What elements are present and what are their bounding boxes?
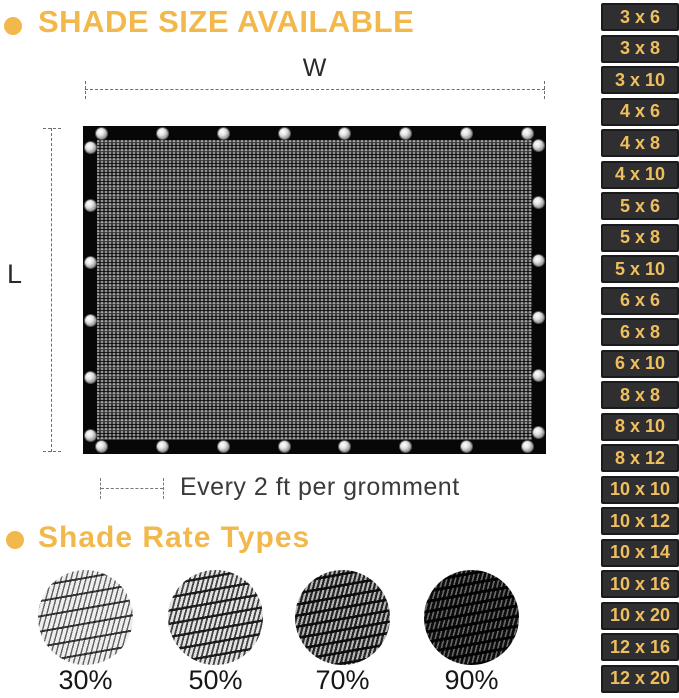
- section-title-sizes: SHADE SIZE AVAILABLE: [38, 4, 415, 39]
- size-option: 10 x 14: [601, 539, 679, 567]
- size-option: 12 x 20: [601, 665, 679, 693]
- grommet: [85, 315, 96, 326]
- grommet-spacing-note: Every 2 ft per gromment: [180, 473, 460, 501]
- grommet: [533, 140, 544, 151]
- bullet-icon: [6, 531, 24, 549]
- grommet-row-top: [96, 128, 533, 139]
- grommet-row-bottom: [96, 441, 533, 452]
- size-option: 3 x 10: [601, 66, 679, 94]
- grommet: [533, 427, 544, 438]
- shade-sample-30-icon: [38, 570, 133, 665]
- grommet-column-left: [85, 142, 96, 441]
- grommet: [85, 142, 96, 153]
- grommet: [218, 441, 229, 452]
- grommet: [533, 312, 544, 323]
- shade-sample-90-icon: [424, 570, 519, 665]
- size-option: 5 x 10: [601, 255, 679, 283]
- grommet: [279, 441, 290, 452]
- grommet: [533, 255, 544, 266]
- size-option: 10 x 12: [601, 507, 679, 535]
- size-option: 8 x 10: [601, 413, 679, 441]
- size-option: 10 x 20: [601, 602, 679, 630]
- section-title-rates: Shade Rate Types: [38, 521, 311, 554]
- grommet: [218, 128, 229, 139]
- size-option: 6 x 6: [601, 287, 679, 315]
- width-dimension-line: [85, 89, 545, 90]
- size-option: 5 x 8: [601, 224, 679, 252]
- length-dimension-label: L: [7, 259, 23, 289]
- shade-sample-70-icon: [295, 570, 390, 665]
- grommet: [96, 128, 107, 139]
- grommet: [461, 441, 472, 452]
- size-option: 10 x 16: [601, 570, 679, 598]
- shade-net-mesh: [97, 140, 532, 440]
- grommet: [533, 197, 544, 208]
- grommet: [85, 257, 96, 268]
- grommet: [85, 430, 96, 441]
- grommet-spacing-bracket: [100, 478, 164, 499]
- grommet: [279, 128, 290, 139]
- grommet: [533, 370, 544, 381]
- size-option: 4 x 6: [601, 98, 679, 126]
- grommet: [461, 128, 472, 139]
- size-option: 3 x 6: [601, 3, 679, 31]
- size-option: 3 x 8: [601, 35, 679, 63]
- grommet: [522, 128, 533, 139]
- shade-sample-50-icon: [168, 570, 263, 665]
- size-option: 4 x 10: [601, 161, 679, 189]
- grommet: [157, 128, 168, 139]
- size-option: 4 x 8: [601, 129, 679, 157]
- size-options-list: [601, 3, 679, 693]
- shade-net-diagram: [83, 126, 546, 454]
- grommet: [522, 441, 533, 452]
- grommet-column-right: [533, 140, 544, 438]
- grommet: [400, 441, 411, 452]
- grommet: [400, 128, 411, 139]
- shade-rate-label: 90%: [444, 665, 499, 695]
- size-option: 5 x 6: [601, 192, 679, 220]
- grommet: [85, 200, 96, 211]
- size-option: 8 x 8: [601, 381, 679, 409]
- grommet: [85, 372, 96, 383]
- grommet: [339, 441, 350, 452]
- bullet-icon: [4, 17, 22, 35]
- size-option: 8 x 12: [601, 444, 679, 472]
- length-dimension-line: [51, 128, 52, 452]
- shade-rate-label: 30%: [58, 665, 113, 695]
- shade-rate-label: 70%: [315, 665, 370, 695]
- size-option: 6 x 8: [601, 318, 679, 346]
- width-dimension-label: W: [302, 54, 327, 82]
- shade-rate-label: 50%: [188, 665, 243, 695]
- size-option: 10 x 10: [601, 476, 679, 504]
- size-option: 12 x 16: [601, 633, 679, 661]
- grommet: [339, 128, 350, 139]
- grommet: [96, 441, 107, 452]
- grommet: [157, 441, 168, 452]
- size-option: 6 x 10: [601, 350, 679, 378]
